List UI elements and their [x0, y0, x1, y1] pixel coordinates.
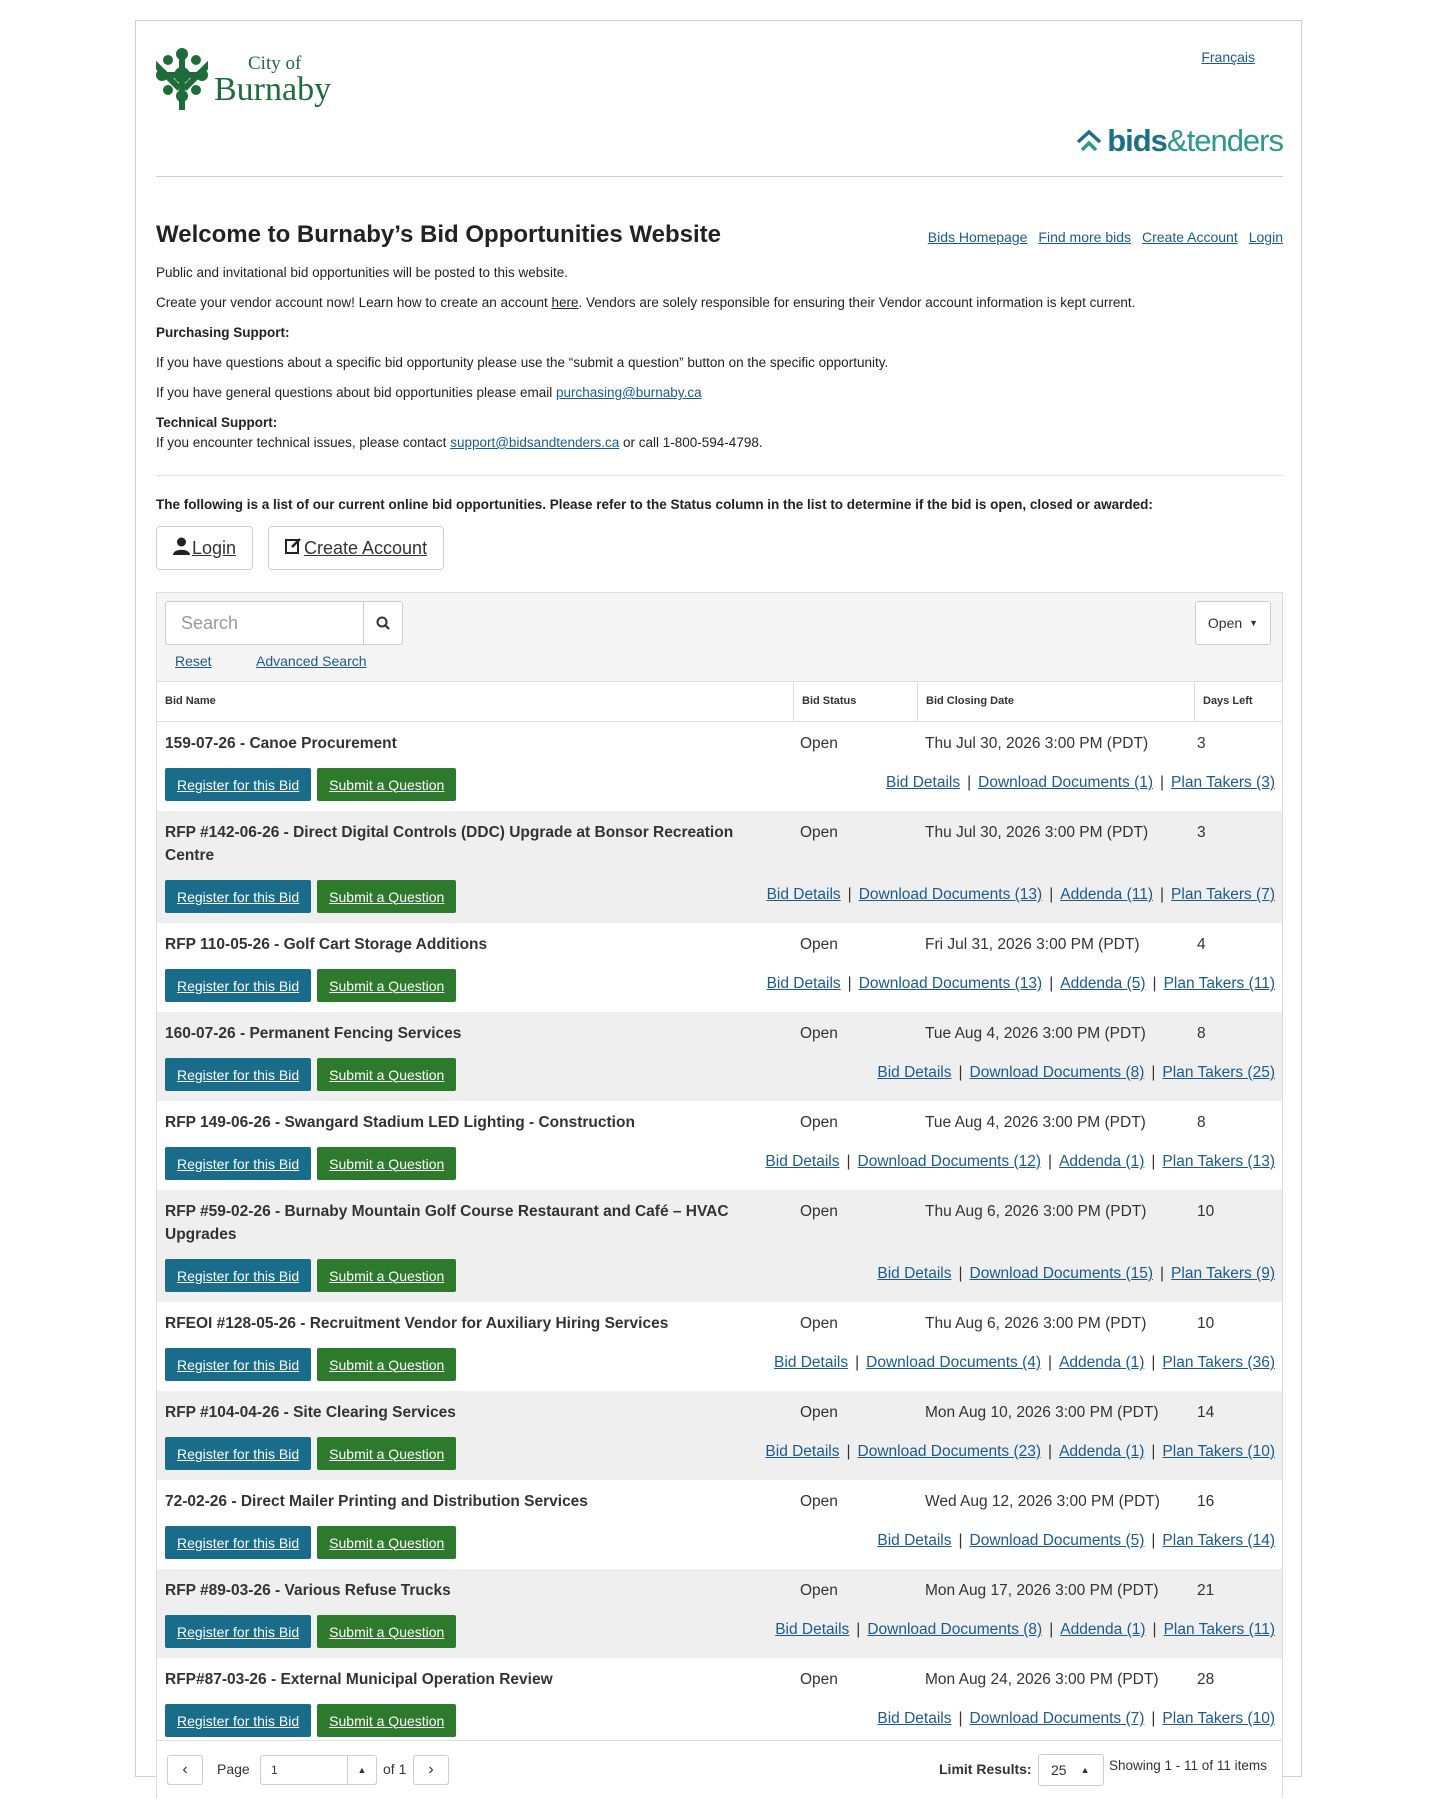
bid-days-left: 4: [1197, 936, 1206, 953]
download-documents-link[interactable]: Download Documents (23): [857, 1443, 1042, 1460]
bid-details-link[interactable]: Bid Details: [877, 1064, 952, 1081]
bid-name: RFP #104-04-26 - Site Clearing Services: [165, 1404, 456, 1421]
table-row: [157, 923, 1282, 1012]
bid-closing-date: Tue Aug 4, 2026 3:00 PM (PDT): [925, 1025, 1146, 1042]
link-separator: |: [846, 1153, 851, 1170]
download-documents-link[interactable]: Download Documents (12): [857, 1153, 1042, 1170]
bid-links: [877, 1532, 1275, 1550]
table-row: [157, 1302, 1282, 1391]
link-separator: |: [856, 1621, 861, 1638]
table-row: [157, 1391, 1282, 1480]
login-button[interactable]: [156, 526, 253, 570]
logo-line2: Burnaby: [214, 70, 332, 108]
bid-links: [767, 975, 1275, 993]
bid-links: [877, 1710, 1275, 1728]
technical-heading: [156, 415, 277, 430]
submit-question-button[interactable]: Submit a Question: [317, 1615, 456, 1648]
download-documents-link[interactable]: Download Documents (13): [858, 886, 1043, 903]
bid-days-left: 16: [1197, 1493, 1215, 1510]
link-separator: |: [958, 1064, 963, 1081]
nav-find-more-bids[interactable]: Find more bids: [1038, 229, 1131, 245]
bid-name: RFEOI #128-05-26 - Recruitment Vendor for Auxiliary Hiring Services: [165, 1315, 669, 1332]
submit-question-button[interactable]: Submit a Question: [317, 1348, 456, 1381]
intro-p2-text-after: . Vendors are solely responsible for ensuring their Vendor account information is kept current.: [578, 295, 1136, 310]
how-to-create-account-link[interactable]: here: [551, 295, 579, 310]
register-for-bid-button[interactable]: Register for this Bid: [165, 1058, 311, 1091]
login-button-label: Login: [192, 537, 237, 558]
bid-name: RFP #142-06-26 - Direct Digital Controls (DDC) Upgrade at Bonsor Recreation Centre: [165, 824, 734, 864]
status-filter-value: Open: [1207, 615, 1243, 631]
bid-links: [877, 1265, 1275, 1283]
search-icon: [376, 616, 390, 630]
bid-links: [775, 1621, 1275, 1639]
register-for-bid-button[interactable]: Register for this Bid: [165, 969, 311, 1002]
link-separator: |: [958, 1265, 963, 1282]
download-documents-link[interactable]: Download Documents (5): [969, 1532, 1145, 1549]
link-separator: |: [847, 886, 852, 903]
limit-results-value: 25: [1051, 1762, 1067, 1778]
table-row: [157, 1012, 1282, 1101]
bid-actions: [165, 1437, 456, 1470]
create-account-button-label: Create Account: [304, 537, 428, 558]
link-separator: |: [958, 1710, 963, 1727]
bid-links: [765, 1443, 1275, 1461]
submit-question-button[interactable]: Submit a Question: [317, 768, 456, 801]
download-documents-link[interactable]: Download Documents (8): [969, 1064, 1145, 1081]
column-header-bid-name[interactable]: Bid Name: [165, 695, 216, 707]
header-divider: [156, 176, 1283, 177]
search-button[interactable]: [363, 601, 403, 645]
logo-line1: City of: [248, 52, 302, 74]
submit-question-button[interactable]: Submit a Question: [317, 1526, 456, 1559]
register-for-bid-button[interactable]: Register for this Bid: [165, 1437, 311, 1470]
caret-up-icon[interactable]: ▲: [347, 1756, 376, 1784]
table-row: [157, 811, 1282, 923]
bid-days-left: 8: [1197, 1114, 1206, 1131]
purchasing-heading-text: Purchasing Support:: [156, 325, 290, 340]
plan-takers-link[interactable]: Plan Takers (11): [1163, 1621, 1275, 1638]
link-separator: |: [1151, 1532, 1156, 1549]
limit-results-label: Limit Results:: [939, 1761, 1032, 1777]
search-input[interactable]: [166, 602, 353, 644]
download-documents-link[interactable]: Download Documents (15): [969, 1265, 1154, 1282]
register-for-bid-button[interactable]: Register for this Bid: [165, 768, 311, 801]
link-separator: |: [846, 1443, 851, 1460]
bid-status: Open: [800, 936, 838, 953]
register-for-bid-button[interactable]: Register for this Bid: [165, 1526, 311, 1559]
plan-takers-link[interactable]: Plan Takers (11): [1163, 975, 1275, 992]
bid-days-left: 8: [1197, 1025, 1206, 1042]
intro-divider: [156, 475, 1283, 476]
download-documents-link[interactable]: Download Documents (4): [866, 1354, 1042, 1371]
addenda-link[interactable]: Addenda (1): [1060, 1621, 1146, 1638]
link-separator: |: [1160, 1265, 1165, 1282]
table-row: [157, 1658, 1282, 1747]
bid-details-link[interactable]: Bid Details: [775, 1621, 850, 1638]
list-intro-text: The following is a list of our current online bid opportunities. Please refer to the Status column in the list to determine if the bid is open, closed or awarded:: [156, 497, 1153, 512]
bid-actions: [165, 969, 456, 1002]
bid-links: [774, 1354, 1275, 1372]
search-field[interactable]: [165, 601, 363, 645]
plan-takers-link[interactable]: Plan Takers (3): [1171, 774, 1275, 791]
register-for-bid-button[interactable]: Register for this Bid: [165, 1704, 311, 1737]
intro-paragraph-2: [156, 295, 1135, 310]
bid-details-link[interactable]: Bid Details: [877, 1710, 952, 1727]
submit-question-button[interactable]: Submit a Question: [317, 969, 456, 1002]
bids-and-tenders-logo: [1075, 123, 1283, 159]
chevron-left-icon: ‹: [182, 1761, 188, 1778]
intro-paragraph-4: [156, 385, 702, 400]
bid-closing-date: Mon Aug 10, 2026 3:00 PM (PDT): [925, 1404, 1159, 1421]
addenda-link[interactable]: Addenda (1): [1059, 1443, 1145, 1460]
table-row: [157, 1569, 1282, 1658]
bid-details-link[interactable]: Bid Details: [765, 1443, 840, 1460]
nav-login[interactable]: Login: [1248, 229, 1283, 245]
plan-takers-link[interactable]: Plan Takers (36): [1162, 1354, 1275, 1371]
chevron-right-icon: ›: [428, 1761, 434, 1778]
bid-closing-date: Wed Aug 12, 2026 3:00 PM (PDT): [925, 1493, 1160, 1510]
link-separator: |: [1049, 1621, 1054, 1638]
bid-status: Open: [800, 1671, 838, 1688]
create-account-button[interactable]: [268, 526, 444, 570]
table-row: [157, 1480, 1282, 1569]
purchasing-email-link[interactable]: purchasing@burnaby.ca: [556, 385, 702, 400]
intro-p5-text-after: or call 1-800-594-4798.: [619, 435, 763, 450]
bid-closing-date: Thu Jul 30, 2026 3:00 PM (PDT): [925, 735, 1149, 752]
intro-paragraph-3: If you have questions about a specific bid opportunity please use the “submit a question” button on the specific opportunity.: [156, 355, 889, 370]
city-logo[interactable]: [156, 45, 331, 115]
link-separator: |: [958, 1532, 963, 1549]
bid-actions: [165, 1147, 456, 1180]
page-number-input[interactable]: [260, 1755, 377, 1785]
bid-closing-date: Mon Aug 24, 2026 3:00 PM (PDT): [925, 1671, 1159, 1688]
technical-heading-text: Technical Support:: [156, 415, 278, 430]
addenda-link[interactable]: Addenda (11): [1060, 886, 1154, 903]
plan-takers-link[interactable]: Plan Takers (13): [1162, 1153, 1275, 1170]
city-logo-text: [214, 54, 331, 107]
register-for-bid-button[interactable]: Register for this Bid: [165, 880, 311, 913]
plan-takers-link[interactable]: Plan Takers (7): [1171, 886, 1275, 903]
link-separator: |: [1151, 1064, 1156, 1081]
chevron-up-double-icon: [1075, 128, 1103, 154]
bid-details-link[interactable]: Bid Details: [877, 1532, 952, 1549]
bid-details-link[interactable]: Bid Details: [886, 774, 961, 791]
intro-p2-text: Create your vendor account now! Learn how to create an account: [156, 295, 552, 310]
bid-name: RFP #89-03-26 - Various Refuse Trucks: [165, 1582, 451, 1599]
bid-name: 159-07-26 - Canoe Procurement: [165, 735, 397, 752]
download-documents-link[interactable]: Download Documents (13): [858, 975, 1043, 992]
submit-question-button[interactable]: Submit a Question: [317, 1704, 456, 1737]
link-separator: |: [847, 975, 852, 992]
bid-links: [765, 1153, 1275, 1171]
page-container: [135, 20, 1302, 1777]
link-separator: |: [1152, 1621, 1157, 1638]
caret-down-icon: ▼: [1249, 618, 1259, 628]
language-link[interactable]: Français: [1201, 49, 1255, 65]
table-header: [157, 682, 1282, 722]
addenda-link[interactable]: Addenda (5): [1060, 975, 1146, 992]
submit-question-button[interactable]: Submit a Question: [317, 1058, 456, 1091]
link-separator: |: [967, 774, 972, 791]
intro-paragraph-5: [156, 435, 763, 450]
snowflake-tree-icon: [156, 48, 208, 112]
bid-closing-date: Mon Aug 17, 2026 3:00 PM (PDT): [925, 1582, 1159, 1599]
column-header-bid-status[interactable]: Bid Status: [793, 682, 917, 721]
link-separator: |: [1151, 1354, 1156, 1371]
bid-links: [767, 886, 1275, 904]
bid-name: RFP 149-06-26 - Swangard Stadium LED Lighting - Construction: [165, 1114, 635, 1131]
results-count: Showing 1 - 11 of 11 items: [1109, 1758, 1267, 1773]
plan-takers-link[interactable]: Plan Takers (9): [1171, 1265, 1275, 1282]
link-separator: |: [1048, 1153, 1053, 1170]
reset-link[interactable]: Reset: [175, 653, 212, 669]
bid-closing-date: Fri Jul 31, 2026 3:00 PM (PDT): [925, 936, 1140, 953]
link-separator: |: [1160, 774, 1165, 791]
top-nav: [928, 229, 1283, 245]
nav-bids-homepage[interactable]: Bids Homepage: [927, 229, 1028, 245]
bid-name: RFP #59-02-26 - Burnaby Mountain Golf Course Restaurant and Café – HVAC Upgrades: [165, 1203, 729, 1243]
table-row: [157, 722, 1282, 811]
bid-links: [877, 1064, 1275, 1082]
bid-status: Open: [800, 1203, 838, 1220]
plan-takers-link[interactable]: Plan Takers (10): [1162, 1443, 1275, 1460]
bid-details-link[interactable]: Bid Details: [766, 886, 841, 903]
page-title: Welcome to Burnaby’s Bid Opportunities Website: [156, 221, 721, 248]
page-count-label: of 1: [383, 1761, 407, 1777]
submit-question-button[interactable]: Submit a Question: [317, 1147, 456, 1180]
link-separator: |: [1049, 886, 1054, 903]
bid-actions: [165, 1348, 456, 1381]
bid-actions: [165, 1704, 456, 1737]
plan-takers-link[interactable]: Plan Takers (25): [1162, 1064, 1275, 1081]
bid-name: 160-07-26 - Permanent Fencing Services: [165, 1025, 462, 1042]
pagination-bar: [157, 1740, 1282, 1799]
bid-status: Open: [800, 1582, 838, 1599]
column-header-days-left[interactable]: Days Left: [1194, 682, 1282, 721]
plan-takers-link[interactable]: Plan Takers (10): [1162, 1710, 1275, 1727]
bid-days-left: 3: [1197, 735, 1206, 752]
bid-closing-date: Thu Jul 30, 2026 3:00 PM (PDT): [925, 824, 1149, 841]
link-separator: |: [1151, 1710, 1156, 1727]
link-separator: |: [1151, 1443, 1156, 1460]
status-filter-dropdown[interactable]: [1195, 601, 1271, 645]
download-documents-link[interactable]: Download Documents (7): [969, 1710, 1145, 1727]
bid-status: Open: [800, 1493, 838, 1510]
bid-days-left: 10: [1197, 1203, 1215, 1220]
bid-status: Open: [800, 1114, 838, 1131]
edit-icon: [285, 537, 302, 559]
bid-status: Open: [800, 1404, 838, 1421]
link-separator: |: [1152, 975, 1157, 992]
brand-bids: bids: [1107, 123, 1167, 158]
bid-actions: [165, 1615, 456, 1648]
bid-days-left: 10: [1197, 1315, 1215, 1332]
bid-status: Open: [800, 1315, 838, 1332]
bid-details-link[interactable]: Bid Details: [877, 1265, 952, 1282]
intro-p4-text: If you have general questions about bid opportunities please email: [156, 385, 557, 400]
link-separator: |: [1048, 1443, 1053, 1460]
bid-details-link[interactable]: Bid Details: [765, 1153, 840, 1170]
download-documents-link[interactable]: Download Documents (8): [867, 1621, 1043, 1638]
bid-name: RFP#87-03-26 - External Municipal Operation Review: [165, 1671, 553, 1688]
next-page-button[interactable]: [413, 1755, 449, 1785]
link-separator: |: [1160, 886, 1165, 903]
bid-details-link[interactable]: Bid Details: [766, 975, 841, 992]
column-header-closing-date[interactable]: Bid Closing Date: [917, 682, 1194, 721]
previous-page-button[interactable]: [167, 1755, 203, 1785]
bid-actions: [165, 880, 456, 913]
page-number-value: 1: [271, 1763, 278, 1777]
bid-closing-date: Thu Aug 6, 2026 3:00 PM (PDT): [925, 1315, 1147, 1332]
plan-takers-link[interactable]: Plan Takers (14): [1162, 1532, 1275, 1549]
bid-status: Open: [800, 824, 838, 841]
register-for-bid-button[interactable]: Register for this Bid: [165, 1259, 311, 1292]
bid-actions: [165, 1259, 456, 1292]
bid-days-left: 28: [1197, 1671, 1215, 1688]
submit-question-button[interactable]: Submit a Question: [317, 880, 456, 913]
bid-status: Open: [800, 735, 838, 752]
bid-days-left: 3: [1197, 824, 1206, 841]
bid-details-link[interactable]: Bid Details: [774, 1354, 849, 1371]
download-documents-link[interactable]: Download Documents (1): [978, 774, 1154, 791]
brand-tenders: &tenders: [1166, 123, 1283, 158]
link-separator: |: [855, 1354, 860, 1371]
user-icon: [173, 537, 190, 560]
bid-name: RFP 110-05-26 - Golf Cart Storage Additions: [165, 936, 488, 953]
link-separator: |: [1049, 975, 1054, 992]
register-for-bid-button[interactable]: Register for this Bid: [165, 1147, 311, 1180]
bid-closing-date: Thu Aug 6, 2026 3:00 PM (PDT): [925, 1203, 1147, 1220]
purchasing-heading: [156, 325, 290, 340]
support-email-link[interactable]: support@bidsandtenders.ca: [450, 435, 620, 450]
intro-paragraph-1: Public and invitational bid opportunities will be posted to this website.: [156, 265, 568, 280]
bid-name: 72-02-26 - Direct Mailer Printing and Distribution Services: [165, 1493, 588, 1510]
bid-days-left: 14: [1197, 1404, 1215, 1421]
bid-actions: [165, 1526, 456, 1559]
bids-panel: [156, 592, 1283, 1798]
register-for-bid-button[interactable]: Register for this Bid: [165, 1348, 311, 1381]
register-for-bid-button[interactable]: Register for this Bid: [165, 1615, 311, 1648]
addenda-link[interactable]: Addenda (1): [1059, 1354, 1145, 1371]
bid-actions: [165, 1058, 456, 1091]
bid-closing-date: Tue Aug 4, 2026 3:00 PM (PDT): [925, 1114, 1146, 1131]
submit-question-button[interactable]: Submit a Question: [317, 1259, 456, 1292]
link-separator: |: [1048, 1354, 1053, 1371]
bid-status: Open: [800, 1025, 838, 1042]
bid-actions: [165, 768, 456, 801]
addenda-link[interactable]: Addenda (1): [1059, 1153, 1145, 1170]
submit-question-button[interactable]: Submit a Question: [317, 1437, 456, 1470]
advanced-search-link[interactable]: Advanced Search: [256, 653, 367, 669]
link-separator: |: [1151, 1153, 1156, 1170]
table-row: [157, 1101, 1282, 1190]
page-label: Page: [217, 1761, 250, 1777]
bid-days-left: 21: [1197, 1582, 1215, 1599]
limit-results-dropdown[interactable]: [1038, 1754, 1104, 1786]
caret-up-icon: ▲: [1080, 1765, 1090, 1775]
intro-p5-text: If you encounter technical issues, please contact: [156, 435, 451, 450]
nav-create-account[interactable]: Create Account: [1142, 229, 1238, 245]
table-row: [157, 1190, 1282, 1302]
search-toolbar: [157, 593, 1282, 682]
bid-links: [886, 774, 1275, 792]
